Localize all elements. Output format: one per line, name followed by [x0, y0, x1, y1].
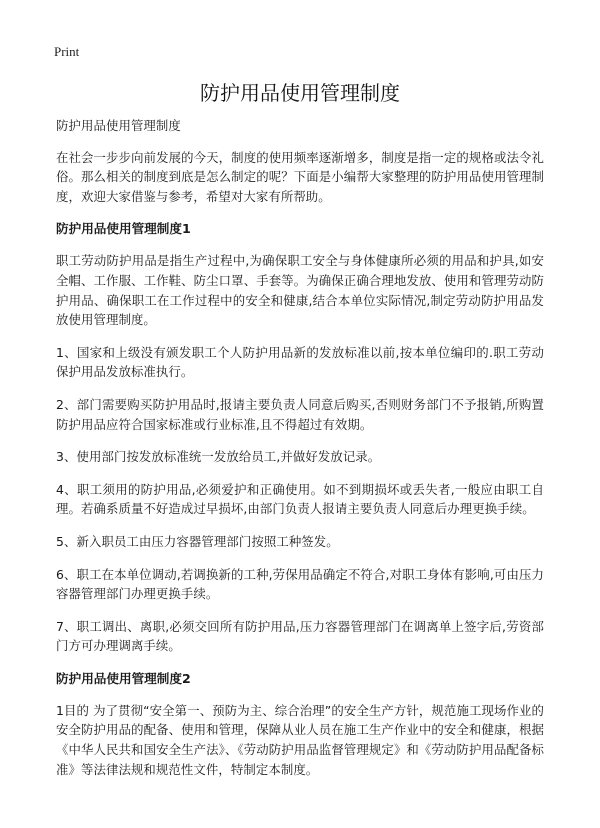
- section-1-item-5: 5、新入职员工由压力容器管理部门按照工种签发。: [56, 533, 339, 549]
- section-2-paragraph: 1目的 为了贯彻“安全第一、预防为主、综合治理”的安全生产方针，规范施工现场作业的安全防护用品的配备、使用和管理，保障从业人员在施工生产作业中的安全和健康，根据《中华人民共和国安全生产法》、《劳动防护用品监督管理规定》和《劳动防护用品配备标准》等法律法规和规范性文件，特制定本制度。: [56, 702, 544, 777]
- section-1-item-2: 2、部门需要购买防护用品时,报请主要负责人同意后购买,否则财务部门不予报销,所购置防护用品应符合国家标准或行业标准,且不得超过有效期。: [56, 396, 544, 432]
- section-1-item-3: 3、使用部门按发放标准统一发放给员工,并做好发放记录。: [56, 449, 381, 465]
- section-1-paragraph: 职工劳动防护用品是指生产过程中,为确保职工安全与身体健康所必须的用品和护具,如安全帽、工作服、工作鞋、防尘口罩、手套等。为确保正确合理地发放、使用和管理劳动防护用品、确保职工在工作过程中的安全和健康,结合本单位实际情况,制定劳动防护用品发放使用管理制度。: [56, 253, 544, 328]
- section-1-item-4: 4、职工须用的防护用品,必须爱护和正确使用。如不到期损坏或丢失者,一般应由职工自理。若确系质量不好造成过早损坏,由部门负责人报请主要负责人同意后办理更换手续。: [56, 481, 544, 517]
- print-label: Print: [54, 44, 80, 59]
- document-subtitle: 防护用品使用管理制度: [56, 118, 181, 133]
- intro-paragraph: 在社会一步步向前发展的今天，制度的使用频率逐渐增多，制度是指一定的规格或法令礼俗。那么相关的制度到底是怎么制定的呢？下面是小编帮大家整理的防护用品使用管理制度，欢迎大家借鉴与参考，希望对大家有所帮助。: [56, 149, 544, 204]
- section-1-item-7: 7、职工调出、离职,必须交回所有防护用品,压力容器管理部门在调离单上签字后,劳资部门方可办理调离手续。: [56, 618, 544, 654]
- document-title: 防护用品使用管理制度: [200, 81, 400, 105]
- section-1-heading: 防护用品使用管理制度1: [56, 221, 191, 237]
- section-1-item-6: 6、职工在本单位调动,若调换新的工种,劳保用品确定不符合,对职工身体有影响,可由压力容器管理部门办理更换手续。: [56, 566, 544, 602]
- section-1-item-1: 1、国家和上级没有颁发职工个人防护用品新的发放标准以前,按本单位编印的.职工劳动保护用品发放标准执行。: [56, 344, 544, 380]
- section-2-heading: 防护用品使用管理制度2: [56, 670, 191, 686]
